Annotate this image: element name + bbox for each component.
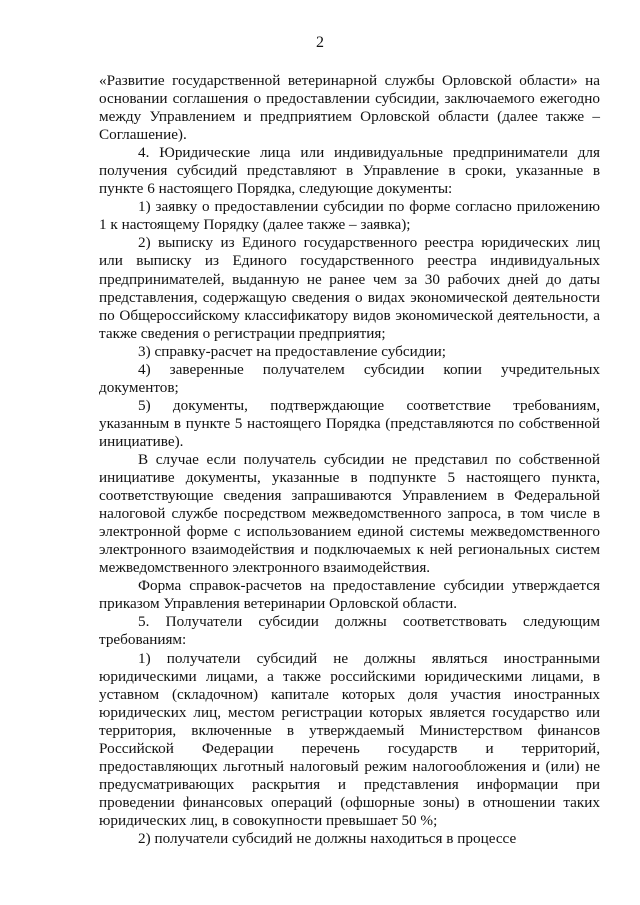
paragraph: 5. Получатели субсидии должны соответствовать следующим требованиям: — [99, 613, 600, 649]
paragraph: 4. Юридические лица или индивидуальные предприниматели для получения субсидий представляют в Управление в сроки, указанные в пункте 6 настоящего Порядка, следующие документы: — [99, 144, 600, 198]
paragraph: «Развитие государственной ветеринарной службы Орловской области» на основании соглашения о предоставлении субсидии, заключаемого ежегодно между Управлением и предприятием Орловской области (далее также – Соглашение). — [99, 72, 600, 144]
paragraph: 2) выписку из Единого государственного реестра юридических лиц или выписку из Единого государственного реестра индивидуальных предпринимателей, выданную не ранее чем за 30 рабочих дней до даты представления, содержащую сведения о видах экономической деятельности по Общероссийскому классификатору видов экономической деятельности, а также сведения о регистрации предприятия; — [99, 234, 600, 342]
paragraph: 1) заявку о предоставлении субсидии по форме согласно приложению 1 к настоящему Порядку (далее также – заявка); — [99, 198, 600, 234]
paragraph: 5) документы, подтверждающие соответствие требованиям, указанным в пункте 5 настоящего Порядка (представляются по собственной инициативе). — [99, 396, 600, 450]
paragraph: 2) получатели субсидий не должны находиться в процессе — [138, 829, 517, 847]
paragraph: В случае если получатель субсидии не представил по собственной инициативе документы, указанные в подпункте 5 настоящего пункта, соответствующие сведения запрашиваются Управлением в Федеральной налоговой службе посредством межведомственного запроса, в том числе в электронной форме с использованием единой системы межведомственного электронного взаимодействия и подключаемых к ней региональных систем межведомственного электронного взаимодействия. — [99, 450, 600, 577]
paragraph: 1) получатели субсидий не должны являться иностранными юридическими лицами, а также российскими юридическими лицами, в уставном (складочном) капитале которых доля участия иностранных юридических лиц, местом регистрации которых является государство или территория, включенные в утверждаемый Министерством финансов Российской Федерации перечень государств и территорий, предоставляющих льготный налоговый режим налогообложения и (или) не предусматривающих раскрытия и представления информации при проведении финансовых операций (офшорные зоны) в отношении таких юридических лиц, в совокупности превышает 50 %; — [99, 649, 600, 829]
paragraph: Форма справок-расчетов на предоставление субсидии утверждается приказом Управления ветеринарии Орловской области. — [99, 577, 600, 613]
page-number: 2 — [316, 34, 324, 51]
paragraph: 4) заверенные получателем субсидии копии учредительных документов; — [99, 360, 600, 396]
document-body — [99, 72, 600, 848]
paragraph: 3) справку-расчет на предоставление субсидии; — [138, 342, 446, 360]
